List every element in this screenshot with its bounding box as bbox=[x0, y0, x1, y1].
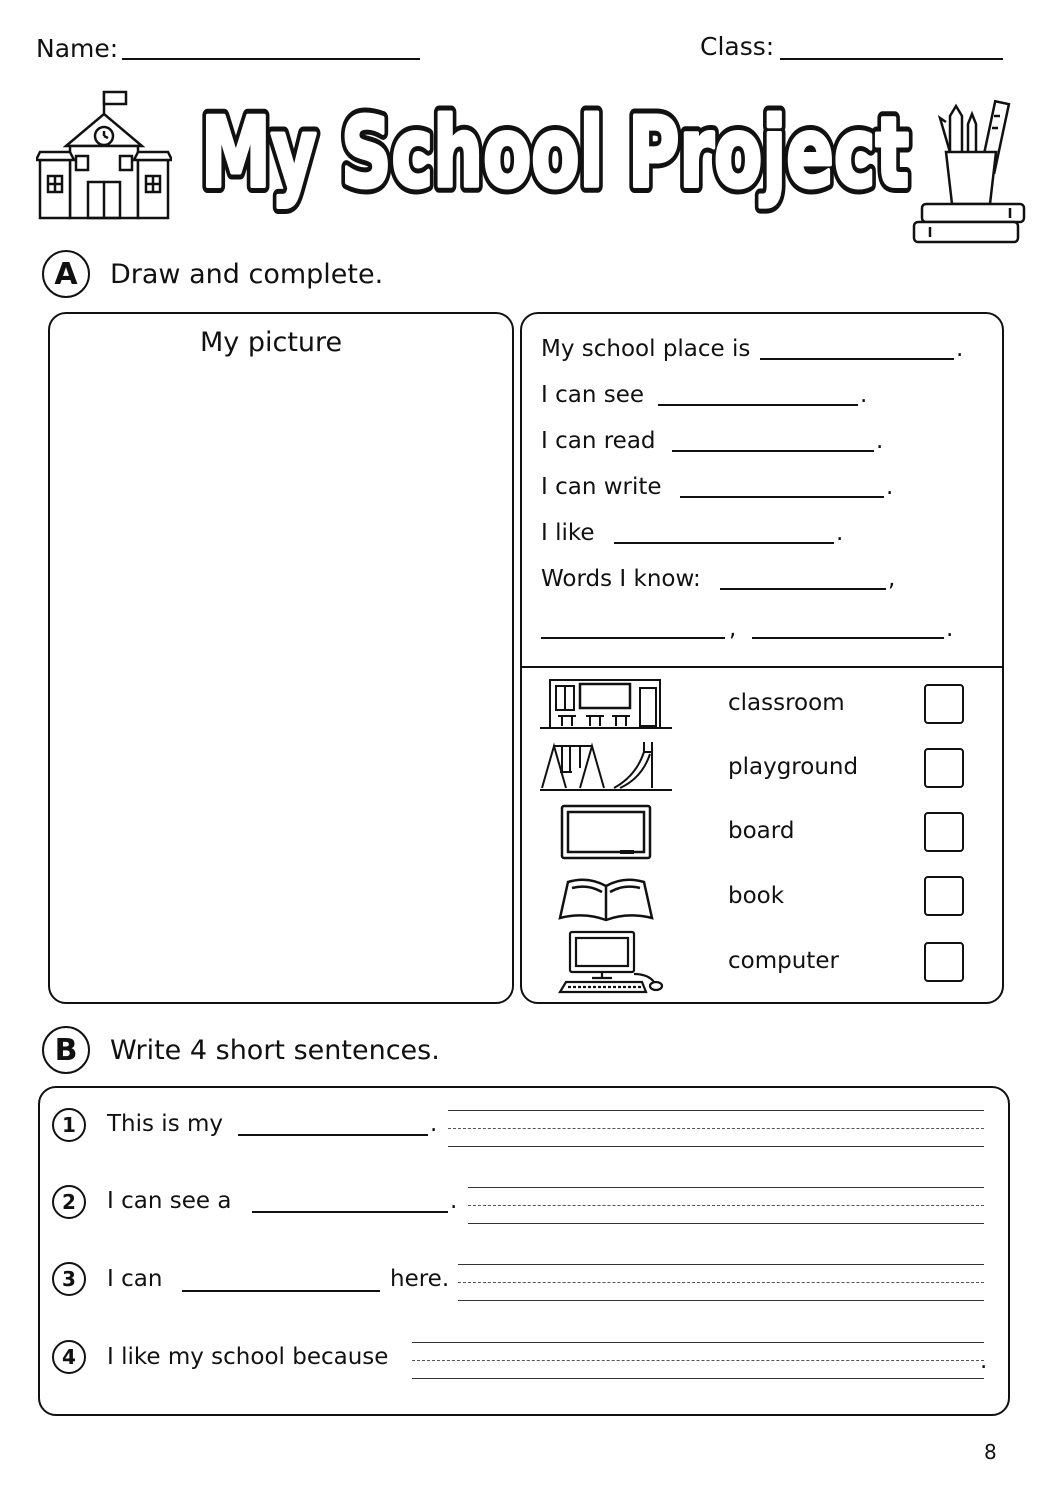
drawing-area[interactable] bbox=[48, 312, 514, 1004]
section-b-badge: B bbox=[42, 1026, 90, 1074]
book-icon bbox=[558, 874, 654, 924]
computer-icon bbox=[558, 930, 668, 994]
vocab-word-board: board bbox=[728, 818, 795, 844]
writing-line-mid[interactable] bbox=[412, 1360, 984, 1361]
section-a-badge: A bbox=[42, 250, 90, 298]
like-blank[interactable] bbox=[614, 542, 834, 544]
item-number-2: 2 bbox=[52, 1185, 86, 1219]
like-prompt: I like bbox=[541, 520, 595, 546]
item-2-prompt: I can see a bbox=[107, 1188, 232, 1214]
book-checkbox[interactable] bbox=[924, 876, 964, 916]
worksheet-title bbox=[195, 78, 915, 218]
writing-line-top bbox=[448, 1110, 984, 1111]
period: . bbox=[430, 1111, 438, 1137]
item-3-prompt: I can bbox=[107, 1266, 163, 1292]
writing-line-mid[interactable] bbox=[458, 1282, 984, 1283]
writing-line-base bbox=[448, 1146, 984, 1147]
words-know-prompt: Words I know: bbox=[541, 566, 701, 592]
classroom-checkbox[interactable] bbox=[924, 684, 964, 724]
comma: , bbox=[888, 566, 896, 592]
box-divider bbox=[522, 666, 1002, 668]
writing-line-base bbox=[458, 1300, 984, 1301]
item-number-1: 1 bbox=[52, 1108, 86, 1142]
writing-line-base bbox=[412, 1378, 984, 1379]
item-3-suffix: here. bbox=[390, 1266, 450, 1292]
vocab-word-book: book bbox=[728, 883, 785, 909]
writing-line-mid[interactable] bbox=[448, 1128, 984, 1129]
svg-text:My School Project: My School Project bbox=[201, 97, 909, 209]
item-1-prompt: This is my bbox=[107, 1111, 224, 1137]
vocab-word-classroom: classroom bbox=[728, 690, 845, 716]
item-3-blank[interactable] bbox=[182, 1290, 380, 1292]
section-b-heading: Write 4 short sentences. bbox=[110, 1035, 440, 1066]
books-pencils-icon bbox=[910, 96, 1032, 256]
class-field[interactable] bbox=[780, 58, 1003, 60]
period: . bbox=[450, 1188, 458, 1214]
writing-line-base bbox=[468, 1223, 984, 1224]
section-a-heading: Draw and complete. bbox=[110, 259, 384, 290]
playground-icon bbox=[540, 738, 672, 794]
item-2-blank[interactable] bbox=[252, 1211, 448, 1213]
period: . bbox=[876, 428, 884, 454]
class-label: Class: bbox=[700, 32, 775, 61]
writing-line-top bbox=[458, 1264, 984, 1265]
vocab-word-playground: playground bbox=[728, 754, 859, 780]
board-checkbox[interactable] bbox=[924, 812, 964, 852]
item-1-blank[interactable] bbox=[238, 1134, 428, 1136]
writing-line-mid[interactable] bbox=[468, 1205, 984, 1206]
period: . bbox=[956, 336, 964, 362]
vocab-word-computer: computer bbox=[728, 948, 839, 974]
word-blank-2[interactable] bbox=[541, 637, 725, 639]
school-building-icon bbox=[36, 86, 172, 222]
picture-label: My picture bbox=[200, 327, 343, 358]
can-write-blank[interactable] bbox=[680, 496, 884, 498]
school-place-prompt: My school place is bbox=[541, 336, 751, 362]
period: . bbox=[886, 474, 894, 500]
can-see-blank[interactable] bbox=[658, 404, 858, 406]
name-label: Name: bbox=[36, 34, 119, 63]
period: . bbox=[860, 382, 868, 408]
item-number-4: 4 bbox=[52, 1340, 86, 1374]
word-blank-3[interactable] bbox=[752, 637, 944, 639]
comma: , bbox=[729, 616, 737, 642]
classroom-icon bbox=[540, 676, 672, 732]
item-4-prompt: I like my school because bbox=[107, 1344, 389, 1370]
page-number: 8 bbox=[984, 1440, 997, 1464]
period: . bbox=[980, 1348, 988, 1374]
playground-checkbox[interactable] bbox=[924, 748, 964, 788]
svg-text:My School Project: My School Project bbox=[201, 97, 909, 209]
writing-line-top bbox=[468, 1187, 984, 1188]
word-blank-1[interactable] bbox=[720, 588, 886, 590]
can-see-prompt: I can see bbox=[541, 382, 645, 408]
can-write-prompt: I can write bbox=[541, 474, 662, 500]
board-icon bbox=[560, 804, 652, 860]
period: . bbox=[836, 520, 844, 546]
item-number-3: 3 bbox=[52, 1262, 86, 1296]
can-read-prompt: I can read bbox=[541, 428, 656, 454]
school-place-blank[interactable] bbox=[760, 358, 954, 360]
computer-checkbox[interactable] bbox=[924, 942, 964, 982]
period: . bbox=[946, 616, 954, 642]
writing-line-top bbox=[412, 1342, 984, 1343]
name-field[interactable] bbox=[122, 58, 420, 60]
can-read-blank[interactable] bbox=[672, 450, 874, 452]
